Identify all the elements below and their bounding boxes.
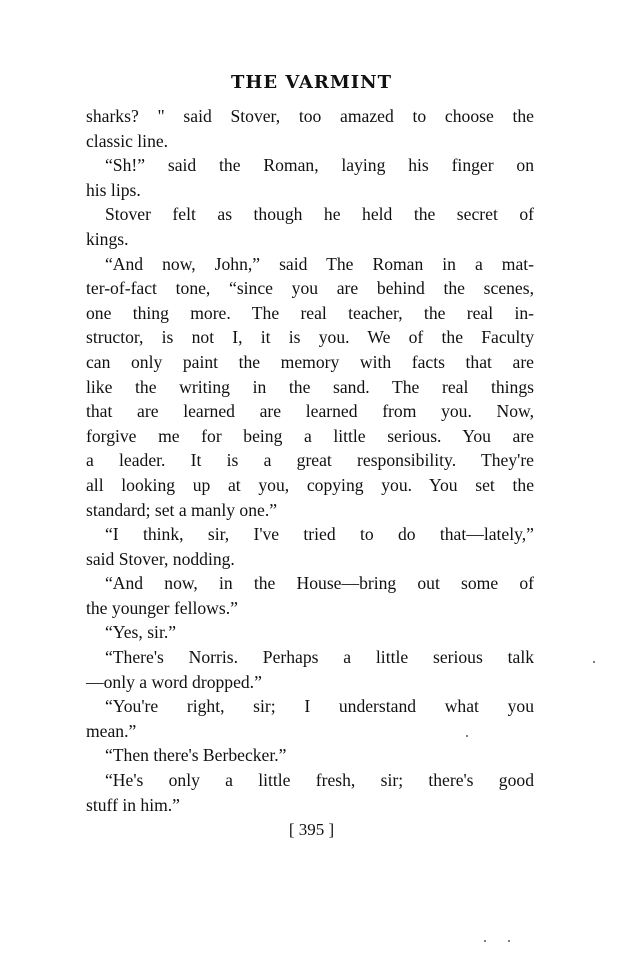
text-line: like the writing in the sand. The real things (86, 376, 534, 397)
text-line: “You're right, sir; I understand what you (105, 696, 534, 717)
text-line: —only a word dropped.” (86, 671, 262, 692)
text-line: “Sh!” said the Roman, laying his finger on (105, 155, 534, 176)
text-line: Stover felt as though he held the secret of (105, 204, 534, 225)
page-number: [ 395 ] (288, 820, 335, 839)
text-line: sharks? " said Stover, too amazed to choose the (86, 106, 534, 126)
text-line: “Yes, sir.” (105, 622, 177, 643)
text-line: “I think, sir, I've tried to do that—lately,” (105, 524, 534, 545)
text-line: “Then there's Berbecker.” (105, 745, 287, 766)
text-line: said Stover, nodding. (86, 548, 235, 569)
text-line: “There's Norris. Perhaps a little serious talk (105, 647, 534, 668)
scan-speck (466, 735, 468, 737)
text-line: the younger fellows.” (86, 597, 238, 618)
text-line: ter-of-fact tone, “since you are behind the scenes, (86, 278, 534, 299)
text-line: standard; set a manly one.” (86, 499, 278, 520)
text-line: all looking up at you, copying you. You set the (86, 474, 534, 495)
text-line: classic line. (86, 130, 169, 151)
scan-speck (508, 940, 510, 942)
text-line: that are learned are learned from you. Now, (86, 401, 534, 422)
text-line: “And now, John,” said The Roman in a mat- (105, 253, 534, 274)
text-line: mean.” (86, 720, 137, 741)
text-line: structor, is not I, it is you. We of the Faculty (86, 327, 534, 348)
text-line: “He's only a little fresh, sir; there's good (105, 770, 534, 791)
text-line: one thing more. The real teacher, the real in- (86, 302, 534, 323)
text-line: can only paint the memory with facts that are (86, 351, 534, 372)
text-line: stuff in him.” (86, 794, 180, 815)
text-line: kings. (86, 228, 129, 249)
scan-speck (484, 940, 486, 942)
text-line: a leader. It is a great responsibility. They're (86, 450, 534, 471)
body-text (86, 104, 534, 817)
scan-speck (593, 661, 595, 663)
text-line: forgive me for being a little serious. You are (86, 425, 534, 446)
text-line: “And now, in the House—bring out some of (105, 573, 534, 594)
text-line: his lips. (86, 179, 141, 200)
running-header: THE VARMINT (230, 72, 393, 93)
